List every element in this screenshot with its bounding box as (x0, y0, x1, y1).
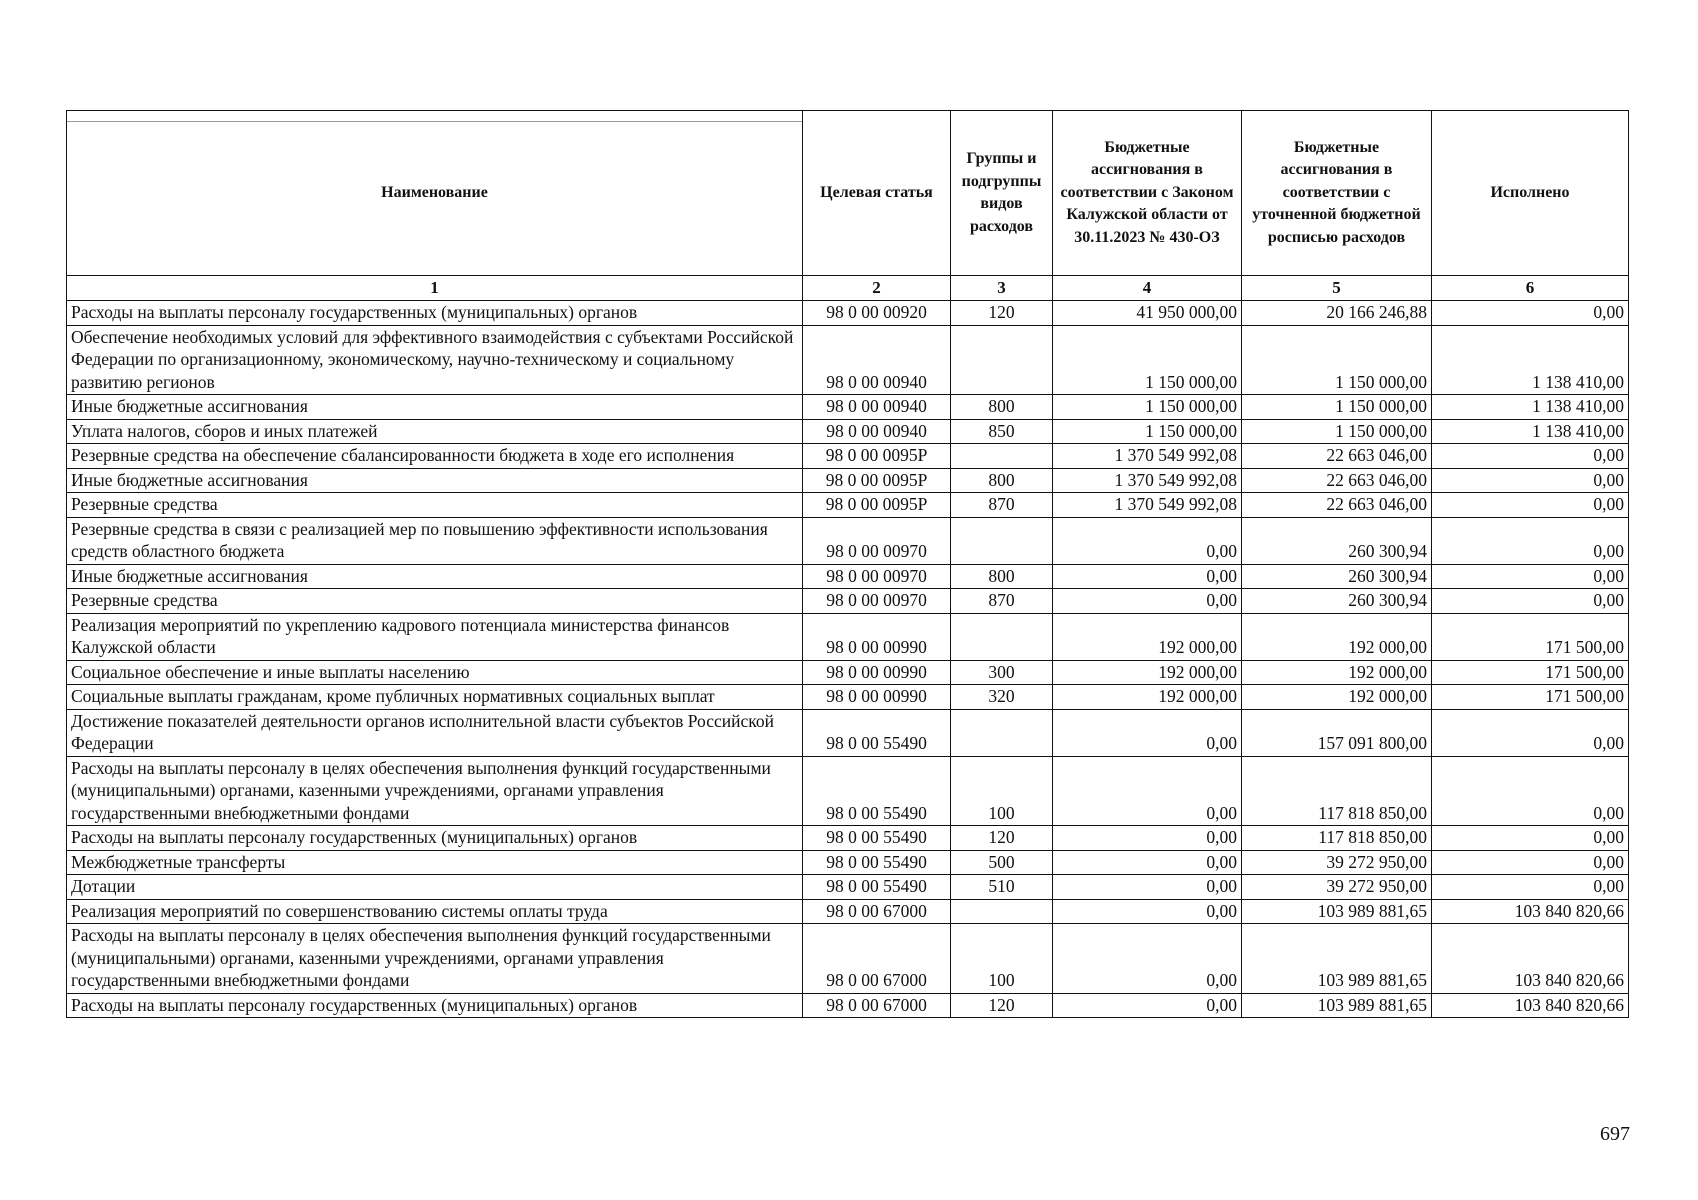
row-refined-allocation: 103 989 881,65 (1242, 899, 1432, 924)
table-row (67, 756, 1629, 826)
row-refined-allocation: 39 272 950,00 (1242, 875, 1432, 900)
row-law-allocation: 0,00 (1053, 589, 1242, 614)
row-executed: 171 500,00 (1432, 660, 1629, 685)
row-executed: 1 138 410,00 (1432, 325, 1629, 395)
row-expense-group (951, 899, 1053, 924)
table-row (67, 924, 1629, 994)
row-refined-allocation: 22 663 046,00 (1242, 493, 1432, 518)
row-name: Резервные средства (67, 589, 803, 614)
column-number: 6 (1432, 276, 1629, 301)
column-number: 4 (1053, 276, 1242, 301)
row-executed: 1 138 410,00 (1432, 395, 1629, 420)
row-refined-allocation: 1 150 000,00 (1242, 395, 1432, 420)
row-target-article: 98 0 00 00990 (803, 685, 951, 710)
row-target-article: 98 0 00 00940 (803, 395, 951, 420)
row-target-article: 98 0 00 67000 (803, 993, 951, 1018)
row-law-allocation: 0,00 (1053, 709, 1242, 756)
row-law-allocation: 1 150 000,00 (1053, 419, 1242, 444)
table-row (67, 325, 1629, 395)
row-executed: 103 840 820,66 (1432, 899, 1629, 924)
row-target-article: 98 0 00 00940 (803, 419, 951, 444)
row-target-article: 98 0 00 00970 (803, 517, 951, 564)
row-expense-group: 120 (951, 993, 1053, 1018)
row-name: Резервные средства в связи с реализацией мер по повышению эффективности использования средств областного бюджета (67, 517, 803, 564)
row-target-article: 98 0 00 55490 (803, 850, 951, 875)
row-expense-group: 100 (951, 924, 1053, 994)
table-row (67, 850, 1629, 875)
table-row (67, 660, 1629, 685)
row-executed: 171 500,00 (1432, 685, 1629, 710)
row-name: Резервные средства на обеспечение сбалансированности бюджета в ходе его исполнения (67, 444, 803, 469)
row-target-article: 98 0 00 55490 (803, 756, 951, 826)
row-executed: 103 840 820,66 (1432, 993, 1629, 1018)
row-expense-group: 120 (951, 301, 1053, 326)
header-executed: Исполнено (1432, 111, 1629, 276)
row-target-article: 98 0 00 0095Р (803, 468, 951, 493)
row-expense-group: 850 (951, 419, 1053, 444)
row-law-allocation: 0,00 (1053, 826, 1242, 851)
row-name: Социальные выплаты гражданам, кроме публичных нормативных социальных выплат (67, 685, 803, 710)
row-refined-allocation: 260 300,94 (1242, 589, 1432, 614)
row-executed: 0,00 (1432, 756, 1629, 826)
row-name: Иные бюджетные ассигнования (67, 564, 803, 589)
row-expense-group: 800 (951, 468, 1053, 493)
row-executed: 0,00 (1432, 875, 1629, 900)
row-expense-group (951, 613, 1053, 660)
row-executed: 0,00 (1432, 517, 1629, 564)
table-row (67, 493, 1629, 518)
column-number-row (67, 276, 1629, 301)
table-row (67, 613, 1629, 660)
row-executed: 0,00 (1432, 589, 1629, 614)
row-refined-allocation: 103 989 881,65 (1242, 993, 1432, 1018)
table-body (67, 301, 1629, 1018)
row-name: Реализация мероприятий по укреплению кадрового потенциала министерства финансов Калужской области (67, 613, 803, 660)
row-name: Достижение показателей деятельности органов исполнительной власти субъектов Российской Федерации (67, 709, 803, 756)
row-law-allocation: 0,00 (1053, 850, 1242, 875)
table-row (67, 899, 1629, 924)
row-expense-group (951, 325, 1053, 395)
table-row (67, 709, 1629, 756)
row-expense-group: 800 (951, 564, 1053, 589)
header-name: Наименование (67, 111, 803, 276)
row-law-allocation: 192 000,00 (1053, 613, 1242, 660)
row-expense-group (951, 444, 1053, 469)
row-target-article: 98 0 00 00920 (803, 301, 951, 326)
row-law-allocation: 0,00 (1053, 924, 1242, 994)
row-target-article: 98 0 00 00990 (803, 613, 951, 660)
column-number: 1 (67, 276, 803, 301)
row-name: Уплата налогов, сборов и иных платежей (67, 419, 803, 444)
row-law-allocation: 1 370 549 992,08 (1053, 468, 1242, 493)
row-executed: 0,00 (1432, 493, 1629, 518)
row-target-article: 98 0 00 55490 (803, 709, 951, 756)
row-expense-group: 870 (951, 589, 1053, 614)
row-executed: 171 500,00 (1432, 613, 1629, 660)
row-law-allocation: 0,00 (1053, 756, 1242, 826)
row-refined-allocation: 39 272 950,00 (1242, 850, 1432, 875)
row-refined-allocation: 117 818 850,00 (1242, 826, 1432, 851)
row-executed: 1 138 410,00 (1432, 419, 1629, 444)
budget-table-container (66, 110, 1628, 1018)
row-name: Иные бюджетные ассигнования (67, 468, 803, 493)
row-expense-group (951, 709, 1053, 756)
row-expense-group: 870 (951, 493, 1053, 518)
row-name: Реализация мероприятий по совершенствованию системы оплаты труда (67, 899, 803, 924)
row-name: Расходы на выплаты персоналу в целях обеспечения выполнения функций государственными (муниципальными) органами, казенными учреждениями, органами управления государственными внебюджетными фондами (67, 756, 803, 826)
row-name: Расходы на выплаты персоналу государственных (муниципальных) органов (67, 301, 803, 326)
row-law-allocation: 0,00 (1053, 517, 1242, 564)
row-refined-allocation: 20 166 246,88 (1242, 301, 1432, 326)
row-executed: 0,00 (1432, 444, 1629, 469)
row-law-allocation: 192 000,00 (1053, 660, 1242, 685)
header-expense-group: Группы и подгруппы видов расходов (951, 111, 1053, 276)
row-executed: 0,00 (1432, 826, 1629, 851)
row-name: Обеспечение необходимых условий для эффективного взаимодействия с субъектами Российской Федерации по организационному, экономическому, научно-техническому и социальному развитию регионов (67, 325, 803, 395)
row-executed: 0,00 (1432, 850, 1629, 875)
row-refined-allocation: 192 000,00 (1242, 613, 1432, 660)
row-expense-group: 320 (951, 685, 1053, 710)
row-refined-allocation: 192 000,00 (1242, 685, 1432, 710)
row-refined-allocation: 260 300,94 (1242, 564, 1432, 589)
row-expense-group: 120 (951, 826, 1053, 851)
row-executed: 0,00 (1432, 709, 1629, 756)
column-number: 5 (1242, 276, 1432, 301)
row-target-article: 98 0 00 00970 (803, 564, 951, 589)
row-target-article: 98 0 00 0095Р (803, 444, 951, 469)
row-law-allocation: 0,00 (1053, 899, 1242, 924)
header-refined-allocation: Бюджетные ассигнования в соответствии с уточненной бюджетной росписью расходов (1242, 111, 1432, 276)
row-target-article: 98 0 00 55490 (803, 875, 951, 900)
row-expense-group: 100 (951, 756, 1053, 826)
row-target-article: 98 0 00 00990 (803, 660, 951, 685)
table-header-row (67, 111, 1629, 276)
row-target-article: 98 0 00 00970 (803, 589, 951, 614)
row-expense-group: 500 (951, 850, 1053, 875)
row-refined-allocation: 117 818 850,00 (1242, 756, 1432, 826)
row-refined-allocation: 157 091 800,00 (1242, 709, 1432, 756)
row-law-allocation: 192 000,00 (1053, 685, 1242, 710)
row-target-article: 98 0 00 55490 (803, 826, 951, 851)
row-law-allocation: 41 950 000,00 (1053, 301, 1242, 326)
row-refined-allocation: 22 663 046,00 (1242, 444, 1432, 469)
table-row (67, 993, 1629, 1018)
row-name: Социальное обеспечение и иные выплаты населению (67, 660, 803, 685)
table-row (67, 517, 1629, 564)
row-executed: 103 840 820,66 (1432, 924, 1629, 994)
row-name: Расходы на выплаты персоналу государственных (муниципальных) органов (67, 993, 803, 1018)
table-row (67, 875, 1629, 900)
row-name: Дотации (67, 875, 803, 900)
row-name: Расходы на выплаты персоналу в целях обеспечения выполнения функций государственными (муниципальными) органами, казенными учреждениями, органами управления государственными внебюджетными фондами (67, 924, 803, 994)
row-expense-group (951, 517, 1053, 564)
column-number: 3 (951, 276, 1053, 301)
row-executed: 0,00 (1432, 468, 1629, 493)
row-law-allocation: 1 370 549 992,08 (1053, 493, 1242, 518)
row-name: Иные бюджетные ассигнования (67, 395, 803, 420)
row-expense-group: 800 (951, 395, 1053, 420)
row-executed: 0,00 (1432, 301, 1629, 326)
table-row (67, 419, 1629, 444)
table-row (67, 444, 1629, 469)
row-law-allocation: 0,00 (1053, 993, 1242, 1018)
table-row (67, 301, 1629, 326)
row-name: Расходы на выплаты персоналу государственных (муниципальных) органов (67, 826, 803, 851)
table-row (67, 685, 1629, 710)
row-target-article: 98 0 00 00940 (803, 325, 951, 395)
row-name: Резервные средства (67, 493, 803, 518)
row-law-allocation: 1 150 000,00 (1053, 395, 1242, 420)
table-row (67, 589, 1629, 614)
row-refined-allocation: 22 663 046,00 (1242, 468, 1432, 493)
table-row (67, 826, 1629, 851)
table-row (67, 564, 1629, 589)
row-refined-allocation: 260 300,94 (1242, 517, 1432, 564)
header-law-allocation: Бюджетные ассигнования в соответствии с Законом Калужской области от 30.11.2023 № 430-ОЗ (1053, 111, 1242, 276)
row-expense-group: 510 (951, 875, 1053, 900)
column-number: 2 (803, 276, 951, 301)
row-law-allocation: 0,00 (1053, 875, 1242, 900)
row-refined-allocation: 1 150 000,00 (1242, 325, 1432, 395)
page-number: 697 (1600, 1123, 1630, 1145)
budget-table (66, 110, 1629, 1018)
row-law-allocation: 1 150 000,00 (1053, 325, 1242, 395)
table-row (67, 468, 1629, 493)
row-refined-allocation: 1 150 000,00 (1242, 419, 1432, 444)
row-target-article: 98 0 00 67000 (803, 924, 951, 994)
row-target-article: 98 0 00 0095Р (803, 493, 951, 518)
row-refined-allocation: 103 989 881,65 (1242, 924, 1432, 994)
row-law-allocation: 1 370 549 992,08 (1053, 444, 1242, 469)
row-expense-group: 300 (951, 660, 1053, 685)
row-refined-allocation: 192 000,00 (1242, 660, 1432, 685)
header-target-article: Целевая статья (803, 111, 951, 276)
table-row (67, 395, 1629, 420)
row-law-allocation: 0,00 (1053, 564, 1242, 589)
row-executed: 0,00 (1432, 564, 1629, 589)
row-target-article: 98 0 00 67000 (803, 899, 951, 924)
row-name: Межбюджетные трансферты (67, 850, 803, 875)
